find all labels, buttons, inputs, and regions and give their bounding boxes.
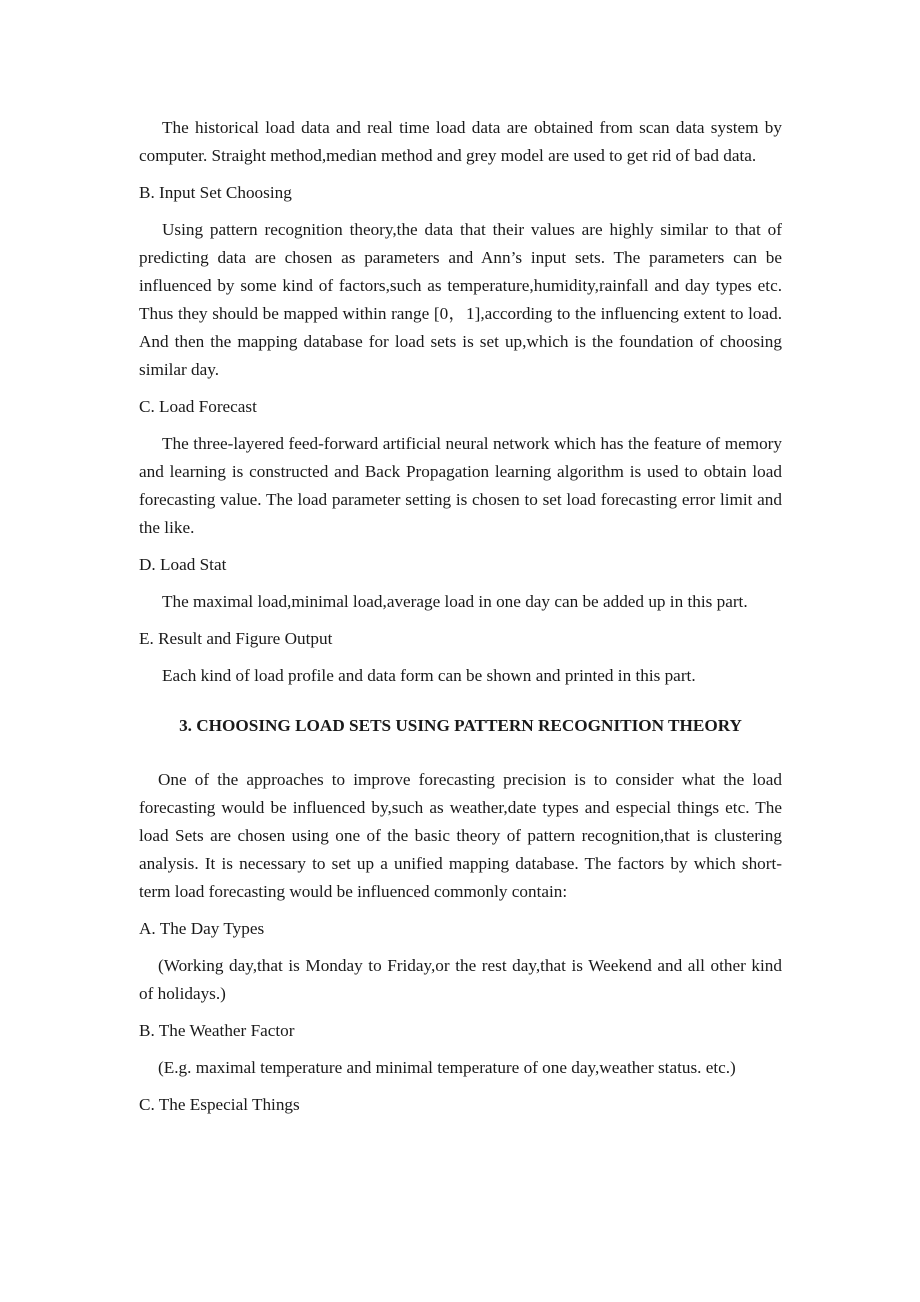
heading-input-set-choosing: B. Input Set Choosing — [139, 183, 292, 202]
paragraph-section-3-intro: One of the approaches to improve forecasting precision is to consider what the load forecasting would be influenced by,such as weather,date types and especial things etc. The load Sets are chosen using one of the basic theory of pattern recognition,that is clustering analysis. It is necessary to set up a unified mapping database. The factors by which short-term load forecasting would be influenced commonly contain: — [139, 770, 782, 901]
section-heading-3: 3. CHOOSING LOAD SETS USING PATTERN RECOGNITION THEORY — [179, 716, 742, 735]
paragraph-day-types: (Working day,that is Monday to Friday,or the rest day,that is Weekend and all other kind of holidays.) — [139, 956, 782, 1003]
heading-load-stat: D. Load Stat — [139, 555, 227, 574]
paragraph-load-stat: The maximal load,minimal load,average load in one day can be added up in this part. — [162, 592, 748, 611]
paragraph-weather-factor: (E.g. maximal temperature and minimal temperature of one day,weather status. etc.) — [158, 1058, 736, 1077]
paragraph-load-forecast: The three-layered feed-forward artificial neural network which has the feature of memory and learning is constructed and Back Propagation learning algorithm is used to obtain load forecasting value. The load parameter setting is chosen to set load forecasting error limit and the like. — [139, 434, 782, 537]
document-page — [139, 114, 782, 1128]
heading-weather-factor: B. The Weather Factor — [139, 1021, 295, 1040]
heading-result-figure-output: E. Result and Figure Output — [139, 629, 333, 648]
heading-day-types: A. The Day Types — [139, 919, 265, 938]
heading-load-forecast: C. Load Forecast — [139, 397, 257, 416]
paragraph-data-acquisition: The historical load data and real time load data are obtained from scan data system by computer. Straight method,median method and grey model are used to get rid of bad data. — [139, 118, 782, 165]
heading-especial-things: C. The Especial Things — [139, 1095, 300, 1114]
paragraph-input-set-choosing: Using pattern recognition theory,the data that their values are highly similar to that of predicting data are chosen as parameters and Ann’s input sets. The parameters can be influenced by some kind of factors,such as temperature,humidity,rainfall and day types etc. Thus they should be mapped within range [0，1],according to the influencing extent to load. And then the mapping database for load sets is set up,which is the foundation of choosing similar day. — [139, 220, 782, 379]
paragraph-result-figure-output: Each kind of load profile and data form can be shown and printed in this part. — [162, 666, 696, 685]
